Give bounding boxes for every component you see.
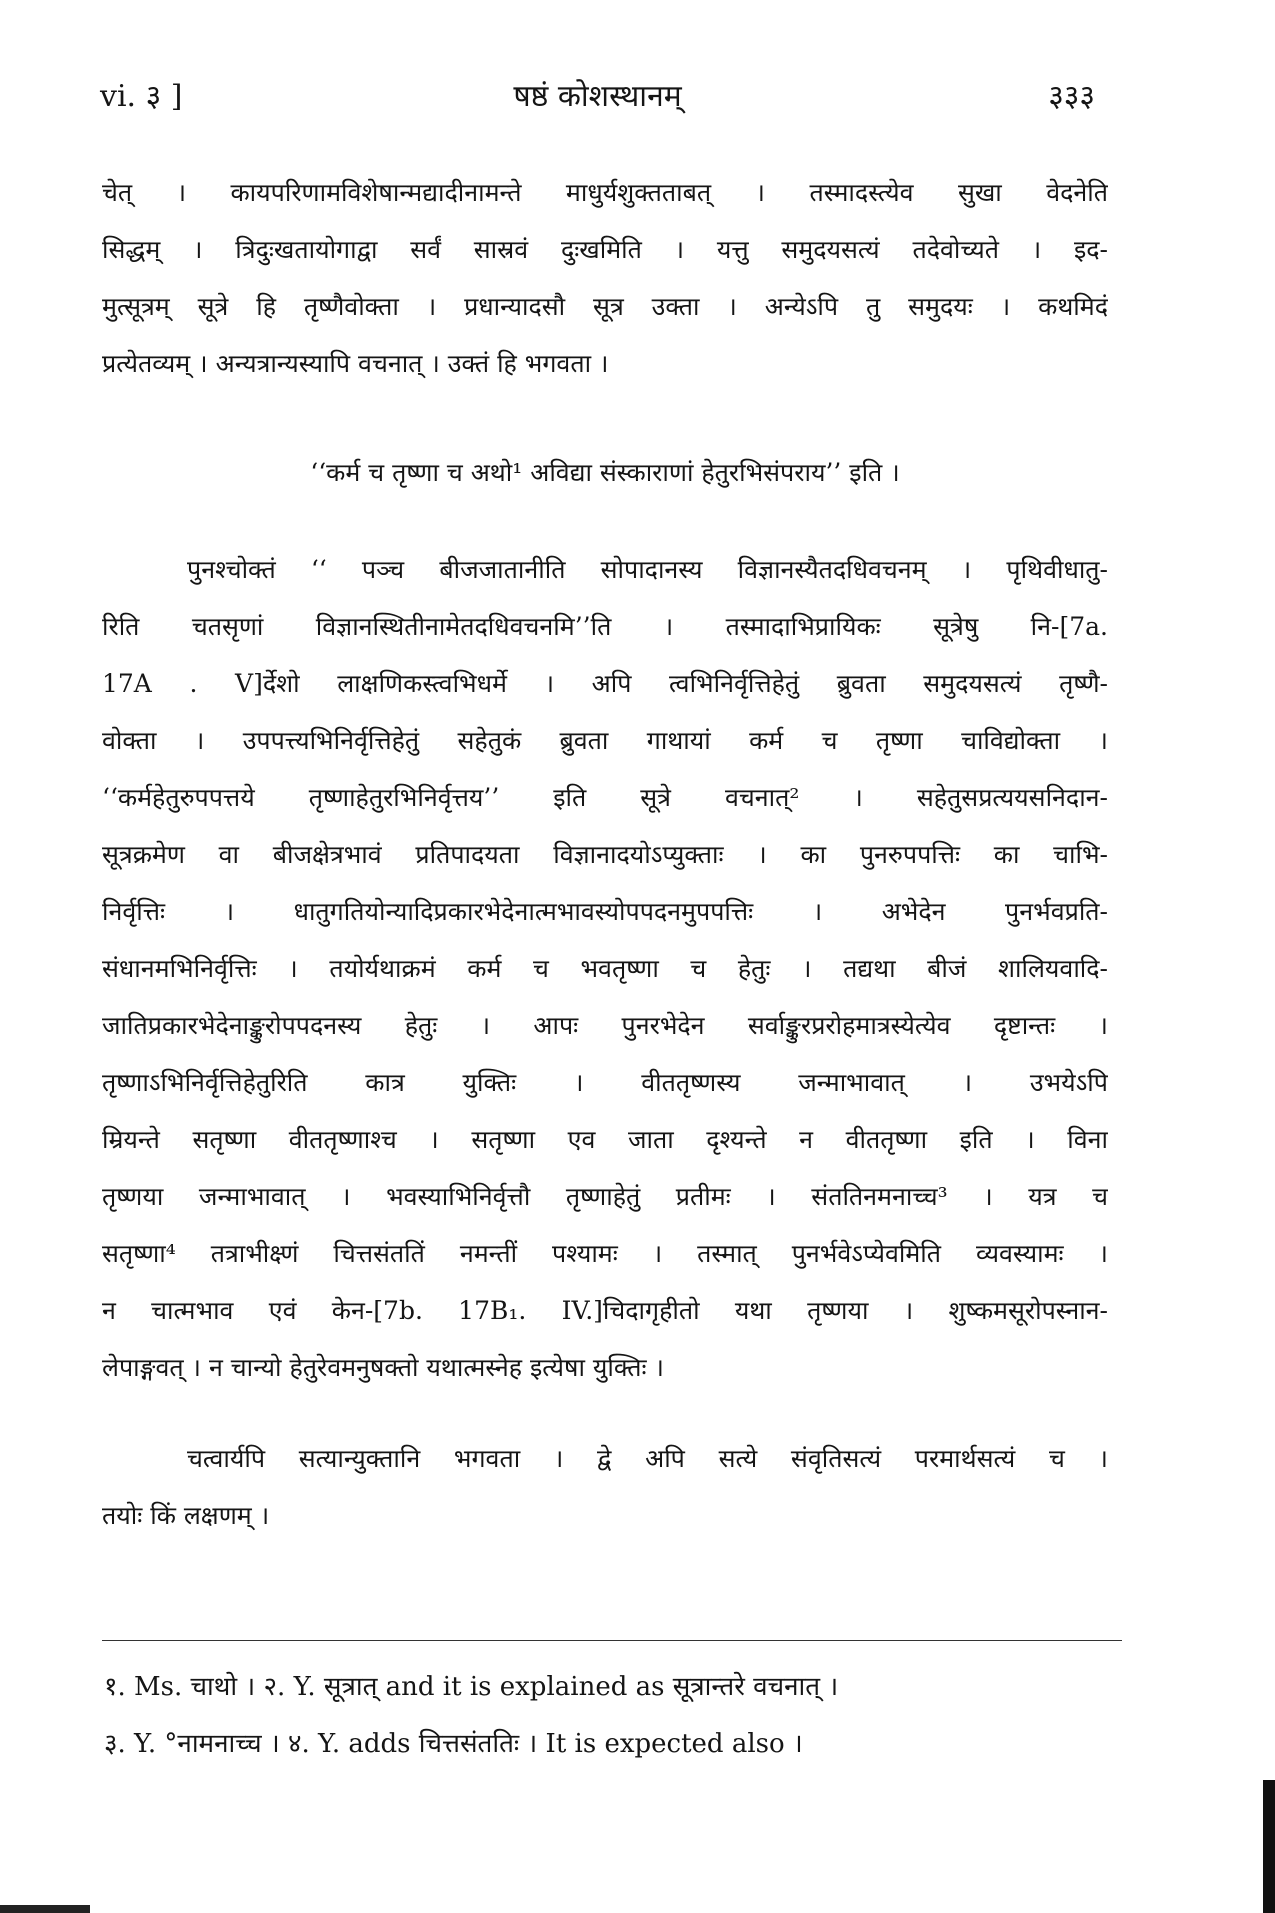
footnote-line: ३. Y. °नामनाच्च । ४. Y. adds चित्तसंततिः । It is expected also ।	[104, 1729, 803, 1759]
text-line: संधानमभिनिर्वृत्तिः । तयोर्यथाक्रमं कर्म च भवतृष्णा च हेतुः । तद्यथा बीजं शालियवादि-	[102, 954, 1108, 983]
text-line: सिद्धम् । त्रिदुःखतायोगाद्वा सर्वं सास्रवं दुःखमिति । यत्तु समुदयसत्यं तदेवोच्यते । इद-	[102, 235, 1108, 264]
scan-edge-shadow	[1263, 1780, 1275, 1913]
text-line: ‘‘कर्महेतुरुपपत्तये तृष्णाहेतुरभिनिर्वृत्तय’’ इति सूत्रे वचनात्² । सहेतुसप्रत्ययसनिदान-	[102, 783, 1108, 812]
running-header	[100, 74, 1095, 124]
text-line: जातिप्रकारभेदेनाङ्कुरोपपदनस्य हेतुः । आपः पुनरभेदेन सर्वाङ्कुरप्ररोहमात्रस्येत्येव दृष्टान्तः ।	[102, 1011, 1108, 1040]
text-line: म्रियन्ते सतृष्णा वीततृष्णाश्च । सतृष्णा एव जाता दृश्यन्ते न वीततृष्णा इति । विना	[102, 1125, 1108, 1154]
footnote-divider	[102, 1640, 1122, 1641]
text-line: तृष्णया जन्माभावात् । भवस्याभिनिर्वृत्तौ तृष्णाहेतुं प्रतीमः । संततिनमनाच्च³ । यत्र च	[102, 1182, 1108, 1211]
text-line: तयोः किं लक्षणम् ।	[102, 1501, 270, 1530]
page-number: ३३३	[1048, 79, 1095, 114]
scan-corner-mark	[0, 1905, 90, 1913]
page-title: षष्ठं कोशस्थानम्	[513, 79, 682, 114]
text-line: मुत्सूत्रम् सूत्रे हि तृष्णैवोक्ता । प्रधान्यादसौ सूत्र उक्ता । अन्येऽपि तु समुदयः । कथमिदं	[102, 292, 1108, 321]
text-line: सूत्रक्रमेण वा बीजक्षेत्रभावं प्रतिपादयता विज्ञानादयोऽप्युक्ताः । का पुनरुपपत्तिः का चाभि-	[102, 840, 1108, 869]
text-line: 17A . V]र्देशो लाक्षणिकस्त्वभिधर्मे । अपि त्वभिनिर्वृत्तिहेतुं ब्रुवता समुदयसत्यं तृष्णै-	[102, 669, 1108, 698]
text-line: लेपाङ्गवत् । न चान्यो हेतुरेवमनुषक्तो यथात्मस्नेह इत्येषा युक्तिः ।	[102, 1353, 665, 1382]
text-line: पुनश्चोक्तं ‘‘ पञ्च बीजजातानीति सोपादानस्य विज्ञानस्यैतदधिवचनम् । पृथिवीधातु-	[187, 555, 1108, 584]
text-line: न चात्मभाव एवं केन-[7b. 17B₁. IV.]चिदागृहीतो यथा तृष्णया । शुष्कमसूरोपस्नान-	[102, 1296, 1108, 1325]
text-line: रिति चतसृणां विज्ञानस्थितीनामेतदधिवचनमि’’ति । तस्मादाभिप्रायिकः सूत्रेषु नि-[7a.	[102, 612, 1108, 641]
text-line: निर्वृत्तिः । धातुगतियोन्यादिप्रकारभेदेनात्मभावस्योपपदनमुपपत्तिः । अभेदेन पुनर्भवप्रति-	[102, 897, 1108, 926]
chapter-ref: vi. ३ ]	[100, 79, 183, 114]
quotation-line: ‘‘कर्म च तृष्णा च अथो¹ अविद्या संस्काराणां हेतुरभिसंपराय’’ इति ।	[310, 458, 900, 487]
footnotes	[104, 1658, 1124, 1772]
footnote-line: १. Ms. चाथो । २. Y. सूत्रात् and it is explained as सूत्रान्तरे वचनात् ।	[104, 1672, 839, 1702]
text-line: प्रत्येतव्यम् । अन्यत्रान्यस्यापि वचनात् । उक्तं हि भगवता ।	[102, 349, 609, 378]
main-text	[102, 164, 1108, 1544]
paragraph-gap	[102, 392, 1108, 426]
text-line: चत्वार्यपि सत्यान्युक्तानि भगवता । द्वे अपि सत्ये संवृतिसत्यं परमार्थसत्यं च ।	[187, 1444, 1108, 1473]
text-line: सतृष्णा⁴ तत्राभीक्ष्णं चित्तसंततिं नमन्तीं पश्यामः । तस्मात् पुनर्भवेऽप्येवमिति व्यवस्यामः ।	[102, 1239, 1108, 1268]
text-line: वोक्ता । उपपत्त्यभिनिर्वृत्तिहेतुं सहेतुकं ब्रुवता गाथायां कर्म च तृष्णा चाविद्योक्ता ।	[102, 726, 1108, 755]
paragraph-gap	[102, 1396, 1108, 1430]
text-line: चेत् । कायपरिणामविशेषान्मद्यादीनामन्ते माधुर्यशुक्तताबत् । तस्मादस्त्येव सुखा वेदनेति	[102, 178, 1108, 207]
text-line: तृष्णाऽभिनिर्वृत्तिहेतुरिति कात्र युक्तिः । वीततृष्णस्य जन्माभावात् । उभयेऽपि	[102, 1068, 1108, 1097]
